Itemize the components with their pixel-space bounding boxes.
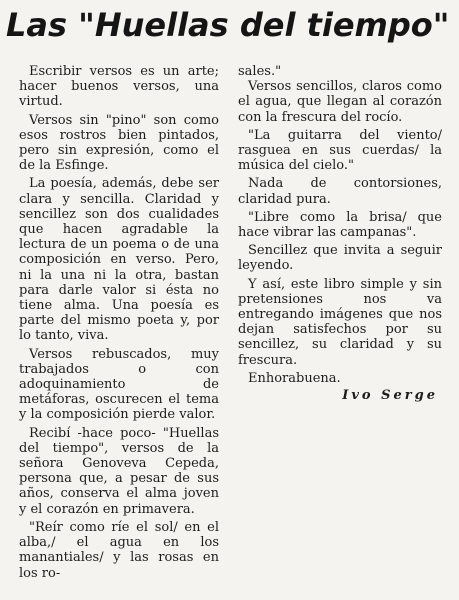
paragraph: La poesía, además, debe ser clara y sencilla. Claridad y sencillez son dos cualidades que hacen agradable la lectura de un poema o de una composición en verso. Pero, ni la una ni la otra, bastan para darle valor si ésta no tiene alma. Una poesía es parte del mismo poeta y, por lo tanto, viva. — [19, 176, 219, 344]
paragraph: Recibí -hace poco- "Huellas del tiempo", versos de la señora Genoveva Cepeda, persona que, a pesar de sus años, conserva el alma joven y el corazón en primavera. — [19, 425, 219, 517]
paragraph: Nada de contorsiones, claridad pura. — [238, 176, 442, 207]
paragraph: "Reír como ríe el sol/ en el alba,/ el agua en los manantiales/ y las rosas en los ro- — [19, 519, 219, 581]
paragraph: sales." — [238, 64, 282, 79]
signoff: Enhorabuena. — [248, 370, 341, 386]
paragraph: "La guitarra del viento/ rasguea en sus cuerdas/ la música del cielo." — [238, 127, 442, 174]
left-column — [19, 64, 219, 581]
headline: Las "Huellas del tiempo" — [6, 6, 450, 44]
paragraph: Escribir versos es un arte; hacer buenos versos, una virtud. — [19, 64, 219, 110]
author-signature: Ivo Serge — [342, 388, 438, 404]
paragraph: Sencillez que invita a seguir leyendo. — [238, 243, 442, 274]
paragraph: Y así, este libro simple y sin pretensiones nos va entregando imágenes que nos dejan satisfechos por su sencillez, su claridad y su frescura. — [238, 276, 442, 368]
paragraph: Versos rebuscados, muy trabajados o con adoquinamiento de metáforas, oscurecen el tema y la composición pierde valor. — [19, 346, 219, 423]
paragraph: Versos sencillos, claros como el agua, que llegan al corazón con la frescura del rocío. — [238, 79, 442, 125]
right-column — [238, 64, 442, 403]
paragraph: Versos sin "pino" son como esos rostros bien pintados, pero sin expresión, como el de la Esfinge. — [19, 112, 219, 174]
paragraph: "Libre como la brisa/ que hace vibrar las campanas". — [238, 209, 442, 241]
